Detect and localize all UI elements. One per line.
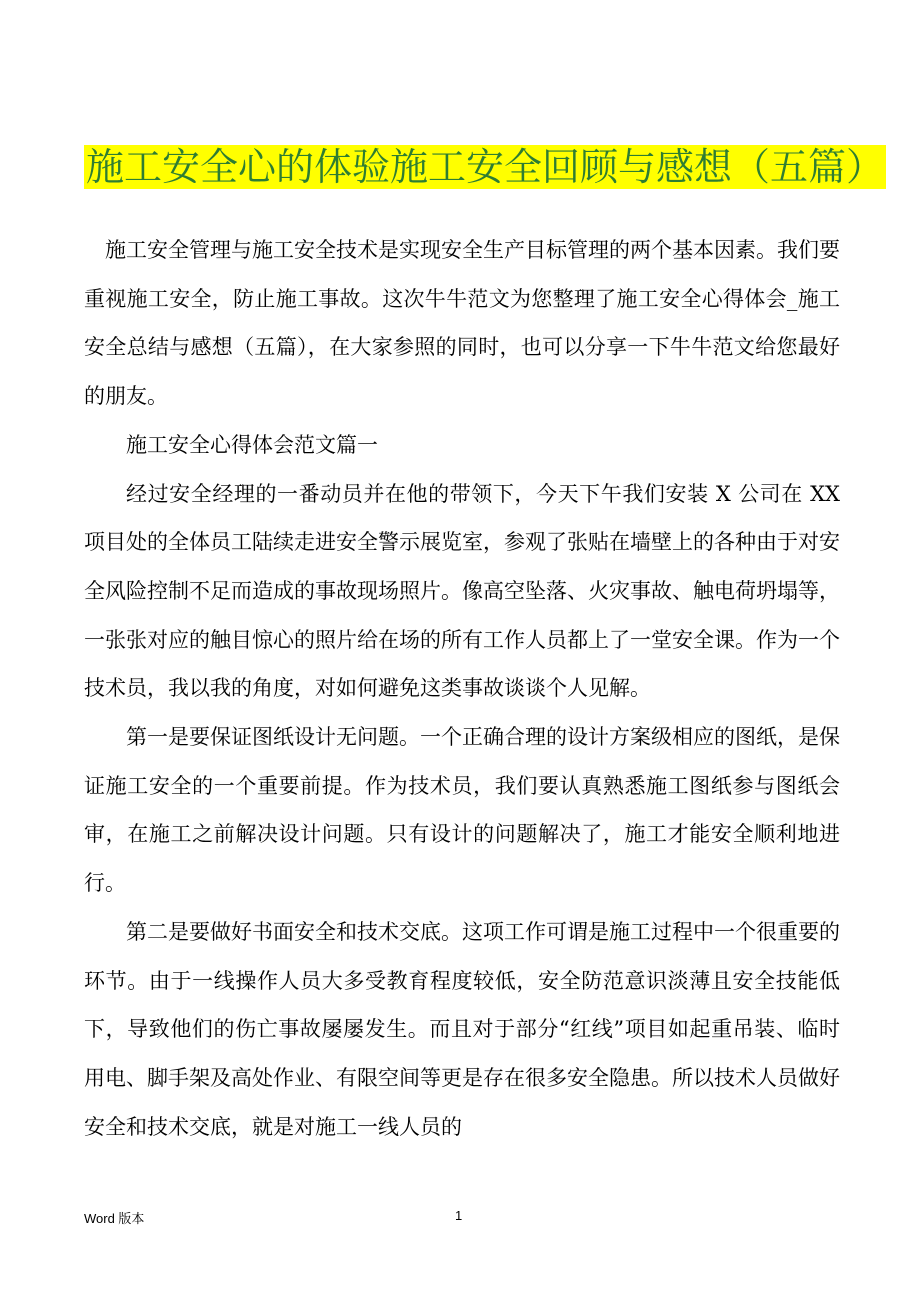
page-number: 1: [455, 1208, 463, 1223]
body-paragraph: 第一是要保证图纸设计无问题。一个正确合理的设计方案级相应的图纸，是保证施工安全的一个重要前提。作为技术员，我们要认真熟悉施工图纸参与图纸会审，在施工之前解决设计问题。只有设计的问题解决了，施工才能安全顺利地进行。: [84, 725, 840, 896]
intro-paragraph: 施工安全管理与施工安全技术是实现安全生产目标管理的两个基本因素。我们要重视施工安全，防止施工事故。这次牛牛范文为您整理了施工安全心得体会_施工安全总结与感想（五篇），在大家参照的同时，也可以分享一下牛牛范文给您最好的朋友。: [84, 238, 840, 409]
footer-label: Word 版本: [84, 1211, 145, 1226]
body-paragraph: 第二是要做好书面安全和技术交底。这项工作可谓是施工过程中一个很重要的环节。由于一线操作人员大多受教育程度较低，安全防范意识淡薄且安全技能低下，导致他们的伤亡事故屡屡发生。而且对于部分“红线”项目如起重吊装、临时用电、脚手架及高处作业、有限空间等更是存在很多安全隐患。所以技术人员做好安全和技术交底，就是对施工一线人员的: [84, 919, 840, 1139]
document-body: [84, 226, 840, 1151]
document-title-text: 施工安全心的体验施工安全回顾与感想（五篇）: [86, 145, 885, 189]
section-heading: 施工安全心得体会范文篇一: [126, 432, 378, 457]
document-title: [84, 140, 885, 194]
body-paragraph: 经过安全经理的一番动员并在他的带领下，今天下午我们安装 X 公司在 XX 项目处的全体员工陆续走进安全警示展览室，参观了张贴在墙壁上的各种由于对安全风险控制不足而造成的事故现场照片。像高空坠落、火灾事故、触电荷坍塌等，一张张对应的触目惊心的照片给在场的所有工作人员都上了一堂安全课。作为一个技术员，我以我的角度，对如何避免这类事故谈谈个人见解。: [84, 481, 840, 701]
